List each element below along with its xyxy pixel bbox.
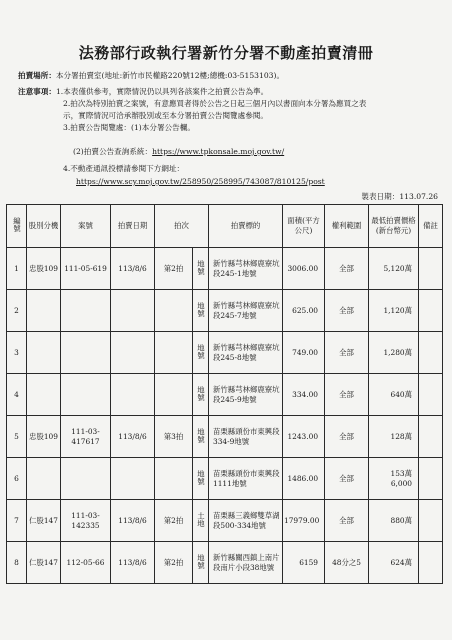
cell-case (61, 332, 111, 374)
cell-kind: 地號 (193, 458, 209, 500)
table-row (7, 290, 443, 332)
table-row (7, 416, 443, 458)
note-3b (73, 147, 284, 157)
note-3b-prefix: (2)拍賣公告查詢系統： (73, 147, 153, 156)
cell-no: 7 (7, 500, 27, 542)
cell-remark (419, 332, 443, 374)
cell-no: 4 (7, 374, 27, 416)
cell-unit: 忠股109 (27, 416, 61, 458)
cell-case (61, 458, 111, 500)
cell-round: 第2拍 (155, 500, 193, 542)
cell-area: 334.00 (283, 374, 325, 416)
cell-case: 112-05-66 (61, 542, 111, 584)
cell-kind: 地號 (193, 374, 209, 416)
cell-date: 113/8/6 (111, 416, 155, 458)
table-row (7, 374, 443, 416)
cell-case: 111-05-619 (61, 248, 111, 290)
cell-price: 128萬 (369, 416, 419, 458)
cell-unit (27, 458, 61, 500)
cell-area: 625.00 (283, 290, 325, 332)
cell-round: 第2拍 (155, 542, 193, 584)
auction-place-text: 本分署拍賣室(地址:新竹市民權路220號12樓;總機:03-5153103)。 (55, 71, 285, 80)
cell-unit: 仁股147 (27, 500, 61, 542)
cell-round: 第2拍 (155, 248, 193, 290)
header-unit: 股別分機 (27, 205, 61, 248)
cell-case: 111-03-142335 (61, 500, 111, 542)
cell-kind: 地號 (193, 290, 209, 332)
cell-no: 3 (7, 332, 27, 374)
cell-round (155, 374, 193, 416)
cell-land: 苗栗縣頭份市東興段1111地號 (209, 458, 283, 500)
cell-round: 第3拍 (155, 416, 193, 458)
cell-rights: 48分之5 (325, 542, 369, 584)
cell-land: 新竹縣芎林鄉鹿寮坑段245-8地號 (209, 332, 283, 374)
notes-line-1 (18, 87, 268, 97)
header-area: 面積(平方公尺) (283, 205, 325, 248)
cell-area: 3006.00 (283, 248, 325, 290)
cell-land: 新竹縣關西鎮上南片段南片小段38地號 (209, 542, 283, 584)
cell-price: 153萬6,000 (369, 458, 419, 500)
notes-label: 注意事項： (18, 87, 56, 96)
cell-price: 640萬 (369, 374, 419, 416)
cell-rights: 全部 (325, 248, 369, 290)
header-rights: 權利範圍 (325, 205, 369, 248)
cell-date (111, 290, 155, 332)
cell-area: 1486.00 (283, 458, 325, 500)
cell-no: 1 (7, 248, 27, 290)
cell-no: 2 (7, 290, 27, 332)
note-3a: 3.拍賣公告閱覽處：(1)本分署公告欄。 (63, 123, 195, 132)
auction-place-label: 拍賣場所： (18, 71, 56, 80)
table-row (7, 500, 443, 542)
cell-round (155, 290, 193, 332)
cell-price: 1,280萬 (369, 332, 419, 374)
cell-price: 624萬 (369, 542, 419, 584)
cell-date (111, 332, 155, 374)
cell-unit (27, 332, 61, 374)
header-no: 編號 (7, 205, 27, 248)
cell-land: 苗栗縣三義鄉雙草湖段500-334地號 (209, 500, 283, 542)
note-2a: 2.拍次為特別拍賣之案號，有意應買者得於公告之日起三個月內以書面向本分署為應買之表 (63, 99, 367, 108)
document-title: 法務部行政執行署新竹分署不動產拍賣清冊 (78, 44, 374, 62)
cell-land: 苗栗縣頭份市東興段334-9地號 (209, 416, 283, 458)
cell-date (111, 458, 155, 500)
cell-remark (419, 500, 443, 542)
cell-remark (419, 290, 443, 332)
cell-remark (419, 248, 443, 290)
cell-remark (419, 458, 443, 500)
cell-kind: 地號 (193, 332, 209, 374)
header-date: 拍賣日期 (111, 205, 155, 248)
cell-land: 新竹縣芎林鄉鹿寮坑段245-1地號 (209, 248, 283, 290)
cell-case (61, 290, 111, 332)
cell-remark (419, 416, 443, 458)
table-row (7, 542, 443, 584)
cell-remark (419, 542, 443, 584)
cell-rights: 全部 (325, 416, 369, 458)
header-case: 案號 (61, 205, 111, 248)
cell-area: 1243.00 (283, 416, 325, 458)
cell-kind: 地號 (193, 248, 209, 290)
made-date: 製表日期：113.07.26 (361, 192, 438, 201)
cell-case: 111-03-417617 (61, 416, 111, 458)
cell-price: 5,120萬 (369, 248, 419, 290)
cell-area: 17979.00 (283, 500, 325, 542)
cell-remark (419, 374, 443, 416)
cell-date: 113/8/6 (111, 500, 155, 542)
cell-price: 1,120萬 (369, 290, 419, 332)
header-round: 拍次 (155, 205, 209, 248)
cell-land: 新竹縣芎林鄉鹿寮坑段245-7地號 (209, 290, 283, 332)
cell-unit (27, 290, 61, 332)
header-target: 拍賣標的 (209, 205, 283, 248)
cell-unit (27, 374, 61, 416)
cell-date: 113/8/6 (111, 248, 155, 290)
header-remark: 備註 (419, 205, 443, 248)
cell-rights: 全部 (325, 458, 369, 500)
note-1: 1.本表僅供參考，實際情況仍以具列各該案件之拍賣公告為準。 (55, 87, 269, 96)
cell-kind: 地號 (193, 542, 209, 584)
auction-place (18, 71, 284, 81)
table-row (7, 248, 443, 290)
cell-land: 新竹縣芎林鄉鹿寮坑段245-9地號 (209, 374, 283, 416)
cell-no: 8 (7, 542, 27, 584)
cell-case (61, 374, 111, 416)
cell-date (111, 374, 155, 416)
table-header-row (7, 205, 443, 248)
cell-rights: 全部 (325, 374, 369, 416)
cell-kind: 地號 (193, 416, 209, 458)
cell-kind: 土地 (193, 500, 209, 542)
header-price: 最低拍賣價格 (新台幣元) (369, 205, 419, 248)
table-row (7, 458, 443, 500)
cell-rights: 全部 (325, 332, 369, 374)
cell-area: 6159 (283, 542, 325, 584)
note-4b (76, 177, 325, 187)
cell-round (155, 332, 193, 374)
table-row (7, 332, 443, 374)
note-4a: 4.不動產通訊投標請參閱下方網址： (63, 164, 185, 173)
auction-table (6, 204, 443, 584)
cell-unit: 忠股109 (27, 248, 61, 290)
cell-unit: 仁股147 (27, 542, 61, 584)
cell-rights: 全部 (325, 500, 369, 542)
cell-price: 880萬 (369, 500, 419, 542)
cell-round (155, 458, 193, 500)
auction-system-link[interactable]: https://www.tpkonsale.moj.gov.tw/ (152, 147, 285, 156)
cell-rights: 全部 (325, 290, 369, 332)
cell-no: 6 (7, 458, 27, 500)
note-2b: 示，實際情況可洽承辦股別或至本分署拍賣公告閱覽處參閱。 (63, 111, 269, 120)
cell-no: 5 (7, 416, 27, 458)
tender-link[interactable]: https://www.scy.moj.gov.tw/258950/258995/743087/810125/post (76, 177, 325, 186)
cell-date: 113/8/6 (111, 542, 155, 584)
cell-area: 749.00 (283, 332, 325, 374)
